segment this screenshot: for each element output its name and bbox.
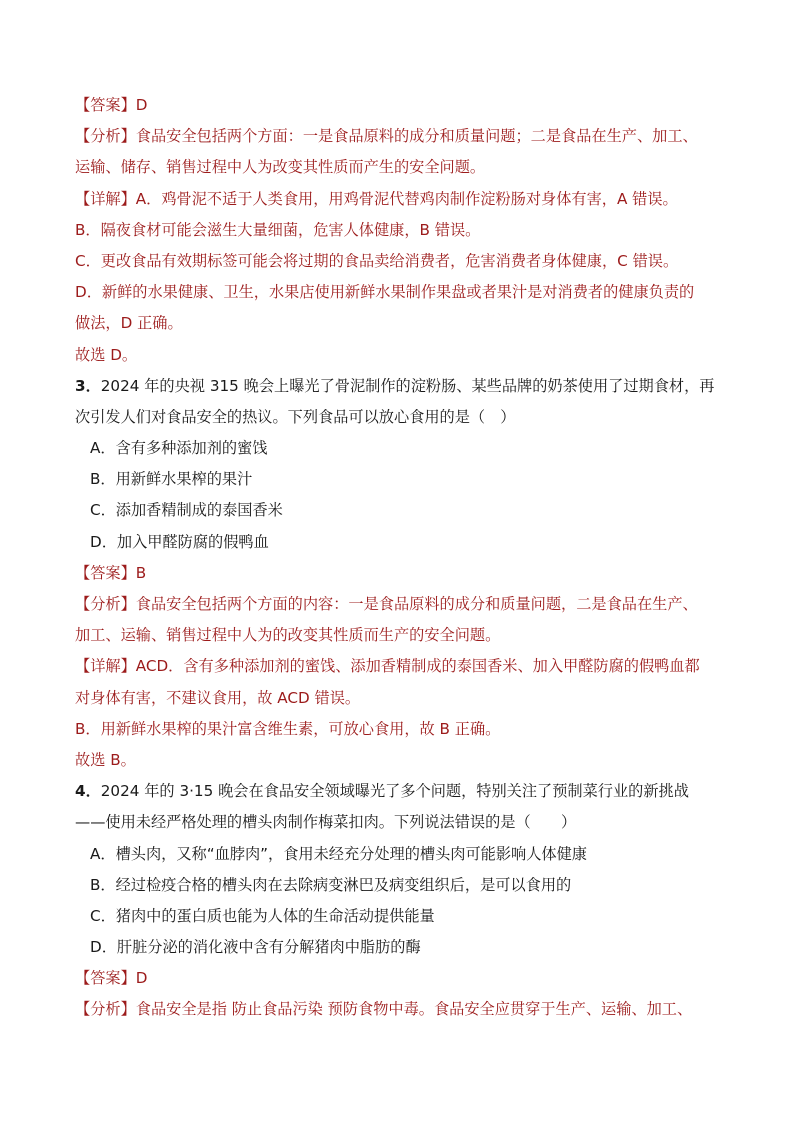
question-4-option-b: B．经过检疫合格的槽头肉在去除病变淋巴及病变组织后，是可以食用的 — [90, 875, 572, 894]
answer-value: D — [135, 96, 148, 114]
detail-tag: 【详解】 — [75, 189, 136, 208]
question-3-option-d: D．加入甲醛防腐的假鸭血 — [90, 532, 269, 551]
question-3-detail-line — [75, 651, 725, 682]
question-4-analysis-line — [75, 994, 725, 1025]
question-3-analysis-continuation: 加工、运输、销售过程中人为的改变其性质而生产的安全问题。 — [75, 626, 501, 645]
question-4-option-c: C．猪肉中的蛋白质也能为人体的生命活动提供能量 — [90, 906, 435, 925]
question-4-number: 4． — [75, 782, 101, 801]
question-3-stem-text: 2024 年的央视 315 晚会上曝光了骨泥制作的淀粉肠、某些品牌的奶茶使用了过期食材，再 — [100, 376, 715, 395]
question-4-stem-text: 2024 年的 3·15 晚会在食品安全领域曝光了多个问题，特别关注了预制菜行业的新挑战 — [100, 782, 689, 801]
answer-tag: 【答案】 — [75, 969, 136, 988]
analysis-tag: 【分析】 — [75, 127, 136, 146]
detail-d-continuation: 做法，D 正确。 — [75, 314, 183, 333]
question-4-stem-continuation: ——使用未经严格处理的槽头肉制作梅菜扣肉。下列说法错误的是（ ） — [75, 813, 577, 832]
analysis-text: 食品安全包括两个方面的内容：一是食品原料的成分和质量问题，二是食品在生产、 — [135, 595, 698, 613]
question-3-option-a: A．含有多种添加剂的蜜饯 — [90, 439, 268, 458]
analysis-line — [75, 121, 725, 152]
answer-tag: 【答案】 — [75, 96, 136, 114]
analysis-tag: 【分析】 — [75, 595, 136, 613]
question-4-option-a: A．槽头肉，又称“血脖肉”，食用未经充分处理的槽头肉可能影响人体健康 — [90, 844, 587, 863]
detail-acd-text: ACD．含有多种添加剂的蜜饯、添加香精制成的泰国香米、加入甲醛防腐的假鸭血都 — [135, 657, 700, 676]
question-3-answer-line — [75, 558, 725, 589]
detail-d-text: D．新鲜的水果健康、卫生，水果店使用新鲜水果制作果盘或者果汁是对消费者的健康负责的 — [75, 283, 695, 302]
detail-b-text: B．隔夜食材可能会滋生大量细菌，危害人体健康，B 错误。 — [75, 220, 481, 239]
answer-value: D — [135, 969, 148, 988]
analysis-text: 食品安全包括两个方面：一是食品原料的成分和质量问题；二是食品在生产、加工、 — [135, 127, 698, 146]
answer-line — [75, 90, 725, 121]
question-3-stem-continuation: 次引发人们对食品安全的热议。下列食品可以放心食用的是（ ） — [75, 407, 516, 426]
question-3-stem — [75, 371, 725, 402]
detail-tag: 【详解】 — [75, 657, 136, 676]
question-4-stem — [75, 776, 725, 807]
detail-b-text: B．用新鲜水果榨的果汁富含维生素，可放心食用，故 B 正确。 — [75, 719, 501, 738]
detail-a-text: A．鸡骨泥不适于人类食用，用鸡骨泥代替鸡肉制作淀粉肠对身体有害，A 错误。 — [135, 189, 678, 208]
analysis-tag: 【分析】 — [75, 1000, 136, 1019]
question-4-answer-line — [75, 963, 725, 994]
detail-line — [75, 184, 725, 215]
question-3-number: 3． — [75, 376, 101, 395]
detail-c-text: C．更改食品有效期标签可能会将过期的食品卖给消费者，危害消费者身体健康，C 错误。 — [75, 251, 679, 270]
analysis-text: 食品安全是指 防止食品污染 预防食物中毒。食品安全应贯穿于生产、运输、加工、 — [135, 1000, 693, 1019]
analysis-continuation: 运输、储存、销售过程中人为改变其性质而产生的安全问题。 — [75, 158, 486, 177]
answer-tag: 【答案】 — [75, 563, 136, 582]
question-4-option-d: D．肝脏分泌的消化液中含有分解猪肉中脂肪的酶 — [90, 938, 421, 957]
question-3-option-c: C．添加香精制成的泰国香米 — [90, 501, 283, 520]
question-3-conclusion: 故选 B。 — [75, 750, 136, 769]
detail-acd-continuation: 对身体有害，不建议食用，故 ACD 错误。 — [75, 688, 361, 707]
document-content — [75, 90, 725, 1026]
answer-value: B — [135, 563, 147, 582]
question-3-option-b: B．用新鲜水果榨的果汁 — [90, 470, 253, 489]
conclusion-text: 故选 D。 — [75, 345, 138, 364]
question-3-analysis-line — [75, 589, 725, 620]
